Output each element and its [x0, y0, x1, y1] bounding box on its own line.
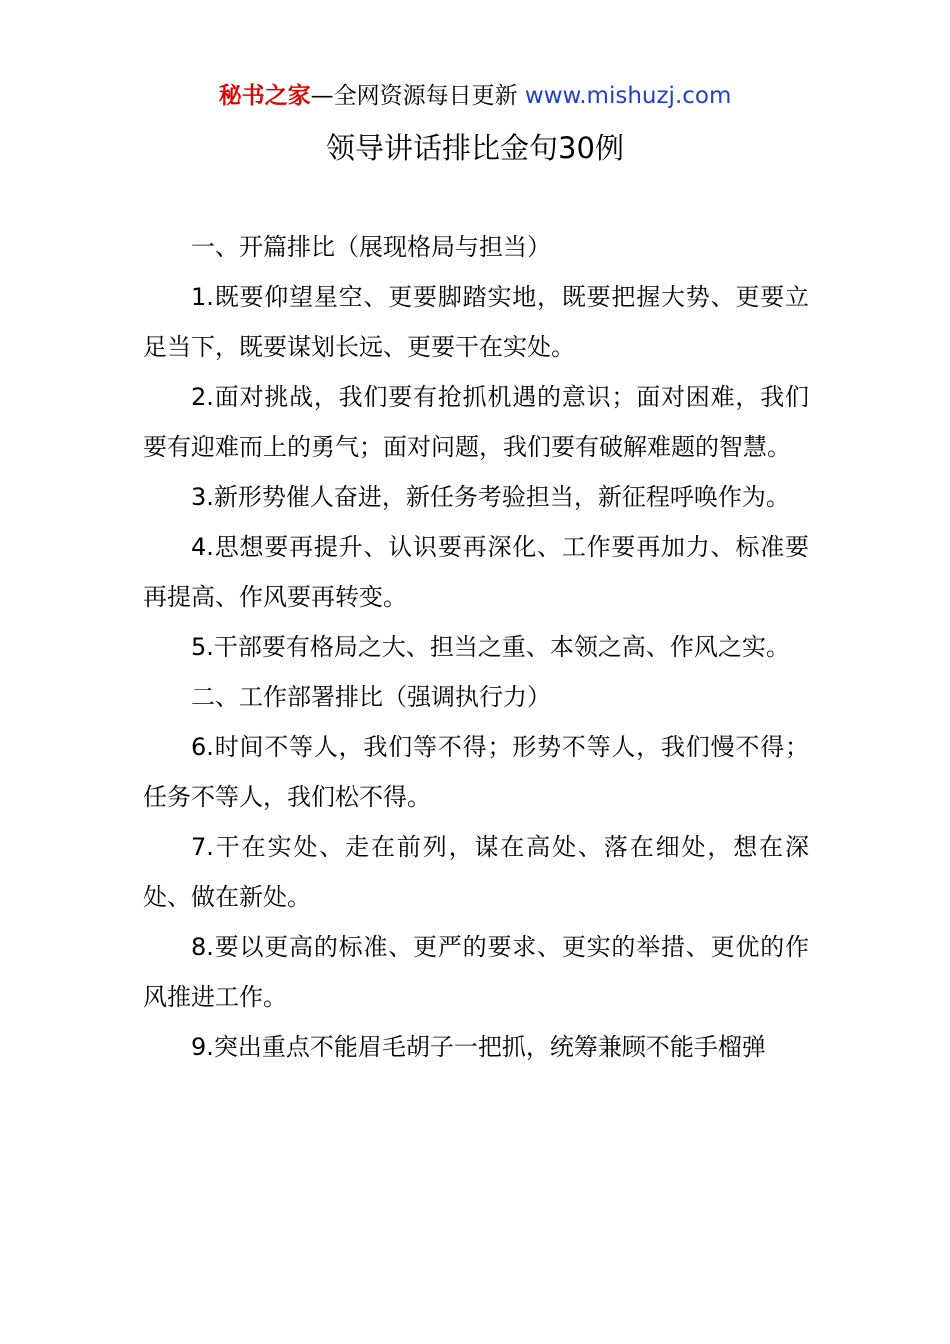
section-heading: 一、开篇排比（展现格局与担当） [191, 233, 551, 261]
body-paragraph: 4.思想要再提升、认识要再深化、工作要再加力、标准要再提高、作风要再转变。 [143, 533, 809, 611]
section-heading: 二、工作部署排比（强调执行力） [191, 683, 551, 711]
document-title: 领导讲话排比金句30例 [326, 131, 624, 165]
body-paragraph: 6.时间不等人，我们等不得；形势不等人，我们慢不得；任务不等人，我们松不得。 [143, 733, 809, 811]
header-tagline: —全网资源每日更新 [310, 83, 518, 109]
site-url[interactable]: www.mishuzj.com [517, 83, 732, 109]
body-paragraph: 3.新形势催人奋进，新任务考验担当，新征程呼唤作为。 [191, 483, 790, 511]
body-paragraph: 7.干在实处、走在前列，谋在高处、落在细处，想在深处、做在新处。 [143, 833, 809, 911]
body-paragraph: 8.要以更高的标准、更严的要求、更实的举措、更优的作风推进工作。 [143, 933, 809, 1011]
body-paragraph: 2.面对挑战，我们要有抢抓机遇的意识；面对困难，我们要有迎难而上的勇气；面对问题，我们要有破解难题的智慧。 [143, 383, 809, 461]
body-paragraph: 1.既要仰望星空、更要脚踏实地，既要把握大势、更要立足当下，既要谋划长远、更要干在实处。 [143, 283, 809, 361]
page-header [0, 80, 950, 112]
brand-name: 秘书之家 [218, 83, 311, 109]
body-paragraph: 5.干部要有格局之大、担当之重、本领之高、作风之实。 [191, 633, 790, 661]
body-paragraph: 9.突出重点不能眉毛胡子一把抓，统筹兼顾不能手榴弹 [191, 1033, 766, 1061]
document-body [143, 222, 809, 1072]
